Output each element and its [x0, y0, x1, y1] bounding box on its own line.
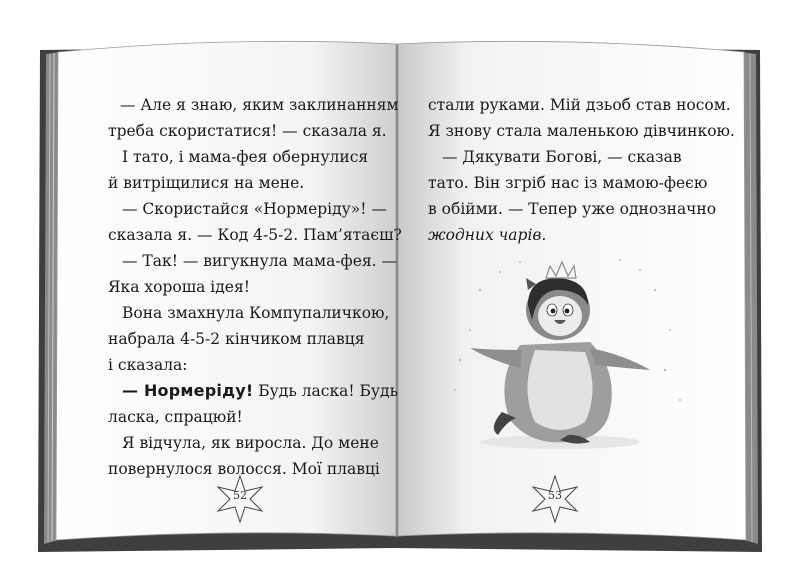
- text-line-italic: жодних чарів.: [428, 226, 547, 244]
- text-line: Яка хороша ідея!: [108, 278, 250, 296]
- text-line: — Дякувати Богові, — сказав: [442, 148, 682, 166]
- text-line: треба скористатися! — сказала я.: [108, 122, 387, 140]
- text-line: Я знову стала маленькою дівчинкою.: [428, 122, 735, 140]
- page-number-left: [215, 474, 265, 524]
- text-line: стали руками. Мій дзьоб став носом.: [428, 96, 731, 114]
- text-line: й витріщилися на мене.: [108, 174, 305, 192]
- text-line-spell: [122, 381, 398, 401]
- text-line: набрала 4-5-2 кінчиком плавця: [108, 330, 365, 348]
- page-number-label: 52: [233, 489, 247, 502]
- text-line: — Але я знаю, яким заклинанням: [120, 96, 399, 114]
- text-line: повернулося волосся. Мої плавці: [108, 460, 380, 478]
- text-line: і сказала:: [108, 356, 188, 374]
- text-line: в обійми. — Тепер уже однозначно: [428, 200, 717, 218]
- text-fragment: Будь ласка! Будь: [258, 382, 399, 400]
- text-line: — Так! — вигукнула мама-фея. —: [122, 252, 397, 270]
- penguin-girl-with-crown: [440, 250, 690, 460]
- text-line: ласка, спрацюй!: [108, 408, 243, 426]
- text-line: І тато, і мама-фея обернулися: [122, 148, 369, 166]
- penguin-illustration: [440, 250, 690, 460]
- text-line: сказала я. — Код 4-5-2. Пам’ятаєш?: [108, 226, 402, 244]
- text-line: — Скористайся «Нормеріду»! —: [122, 200, 387, 218]
- text-line: Я відчула, як виросла. До мене: [122, 434, 379, 452]
- text-line: Вона змахнула Компупаличкою,: [122, 304, 390, 322]
- text-line: тато. Він згріб нас із мамою-феєю: [428, 174, 708, 192]
- spell-word: — Нормеріду!: [122, 381, 254, 400]
- page-number-label: 53: [548, 489, 562, 502]
- page-number-right: [530, 474, 580, 524]
